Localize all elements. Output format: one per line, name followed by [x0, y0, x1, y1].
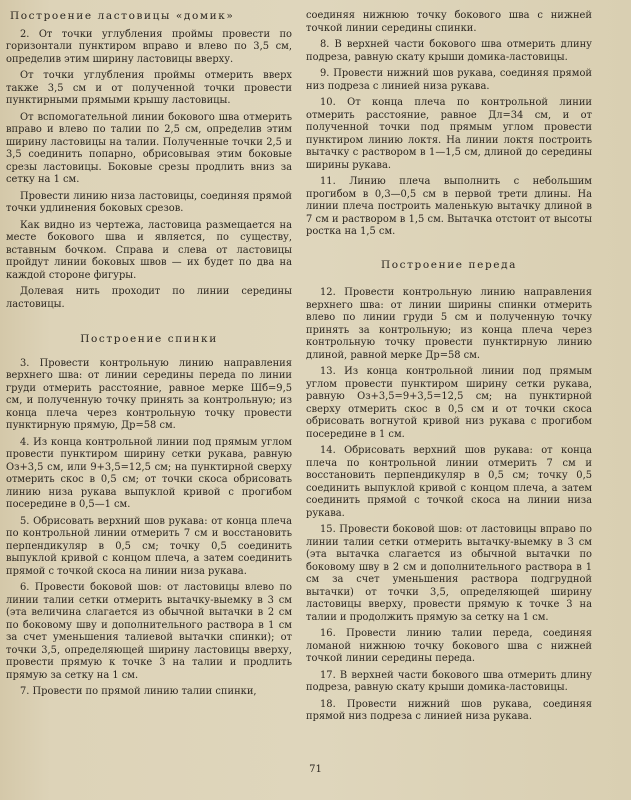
right-column: [306, 10, 592, 724]
paragraph: 13. Из конца контрольной линии под прямым углом провести пунктиром ширину сетки рукава, равную Оз+3,5=9+3,5=12,5 см; на пунктирной сверху отмерить скос в 0,5 см и от точки скоса обрисовать вогнутой кривой низ рукава с прогибом посередине в 1 см.: [306, 366, 592, 440]
paragraph: 6. Провести боковой шов: от ластовицы влево по линии талии сетки отмерить вытачку-выемку в 3 см (эта величина слагается из обычной вытачки в 2 см по боковому шву и дополнительного раствора в 1 см за счет уменьшения талиевой вытачки спинки); от точки 3,5, определяющей ширину ластовицы вверху, провести прямую к точке 3 на талии и продлить прямую за сетку на 1 см.: [6, 582, 292, 681]
paragraph: 2. От точки углубления проймы провести по горизонтали пунктиром вправо и влево по 3,5 см, определив этим ширину ластовицы вверху.: [6, 28, 292, 65]
heading-front: Построение переда: [380, 258, 518, 271]
paragraph: Провести линию низа ластовицы, соединяя прямой точки удлинения боковых срезов.: [6, 190, 292, 214]
paragraph: соединяя нижнюю точку бокового шва с нижней точкой линии середины спинки.: [306, 10, 592, 34]
paragraph: 15. Провести боковой шов: от ластовицы вправо по линии талии сетки отмерить вытачку-выемку в 3 см (эта вытачка слагается из обычной вытачки по боковому шву в 2 см и дополнительного раствора в 1 см за счет уменьшения раствора подгрудной вытачки) от точки 3,5, определяющей ширину ластовицы вверху, провести прямую к точке 3 на талии и продолжить прямую за сетку на 1 см.: [306, 524, 592, 623]
paragraph: 11. Линию плеча выполнить с небольшим прогибом в 0,3—0,5 см в первой трети длины. На линии плеча построить маленькую вытачку длиной в 7 см и раствором в 1,5 см. Вытачка отстоит от высоты ростка на 1,5 см.: [306, 176, 592, 237]
paragraph: 4. Из конца контрольной линии под прямым углом провести пунктиром ширину сетки рукава, равную Оз+3,5 см, или 9+3,5=12,5 см; на пунктирной сверху отмерить скос в 0,5 см; от точки скоса обрисовать линию низа рукава выпуклой кривой с прогибом посередине в 0,5—1 см.: [6, 436, 292, 510]
page-number: 71: [309, 764, 322, 775]
paragraph: От вспомогательной линии бокового шва отмерить вправо и влево по талии по 2,5 см, определив этим ширину ластовицы на талии. Полученные точки 2,5 и 3,5 соединить попарно, обрисовывая этим боковые срезы ластовицы. Боковые срезы продлить вниз за сетку на 1 см.: [6, 111, 292, 185]
paragraph: 9. Провести нижний шов рукава, соединяя прямой низ подреза с линией низа рукава.: [306, 68, 592, 92]
paragraph: 12. Провести контрольную линию направления верхнего шва: от линии ширины спинки отмерить влево по линии груди 5 см и полученную точку принять за контрольную; из конца плеча через контрольную точку провести пунктирную линию длиной, равной мерке Др=58 см.: [306, 287, 592, 361]
heading-gusset-domik: Построение ластовицы «домик»: [10, 10, 235, 22]
paragraph: 7. Провести по прямой линию талии спинки,: [20, 686, 257, 697]
paragraph: 17. В верхней части бокового шва отмерить длину подреза, равную скату крыши домика-ластовицы.: [306, 669, 592, 693]
paragraph: 16. Провести линию талии переда, соединяя ломаной нижнюю точку бокового шва с нижней точкой линии середины переда.: [306, 628, 592, 664]
paragraph: 18. Провести нижний шов рукава, соединяя прямой низ подреза с линией низа рукава.: [306, 698, 592, 722]
left-column: [6, 10, 292, 699]
paragraph: 5. Обрисовать верхний шов рукава: от конца плеча по контрольной линии отмерить 7 см и восстановить перпендикуляр в 0,5 см; точку 0,5 соединить выпуклой кривой с концом плеча, а затем соединить прямой с точкой скоса на линии низа рукава.: [6, 515, 292, 577]
paragraph: 3. Провести контрольную линию направления верхнего шва: от линии середины переда по линии груди отмерить расстояние, равное мерке Шб=9,5 см, и полученную точку принять за контрольную; из конца плеча через контрольную точку провести пунктирную прямую, Др=58 см.: [6, 357, 292, 431]
paragraph: От точки углубления проймы отмерить вверх также 3,5 см и от полученной точки провести пунктирными прямыми крышу ластовицы.: [6, 70, 292, 106]
paragraph: 8. В верхней части бокового шва отмерить длину подреза, равную скату крыши домика-ластовицы.: [306, 39, 592, 63]
paragraph: Как видно из чертежа, ластовица размещается на месте бокового шва и является, по существу, вставным бочком. Справа и слева от ластовицы пройдут линии боковых швов — их будет по два на каждой стороне фигуры.: [6, 219, 292, 281]
paragraph: 10. От конца плеча по контрольной линии отмерить расстояние, равное Дл=34 см, и от полученной точки под прямым углом провести пунктиром линию локтя. На линии локтя построить вытачку с раствором в 1—1,5 см, длиной до середины ширины рукава.: [306, 97, 592, 171]
heading-back: Построение спинки: [80, 333, 218, 345]
paragraph: Долевая нить проходит по линии середины ластовицы.: [6, 286, 292, 310]
paragraph: 14. Обрисовать верхний шов рукава: от конца плеча по контрольной линии отмерить 7 см и восстановить перпендикуляр в 0,5 см; точку 0,5 соединить выпуклой кривой с концом плеча, а затем соединить прямой с точкой скоса на линии низа рукава.: [306, 445, 592, 519]
